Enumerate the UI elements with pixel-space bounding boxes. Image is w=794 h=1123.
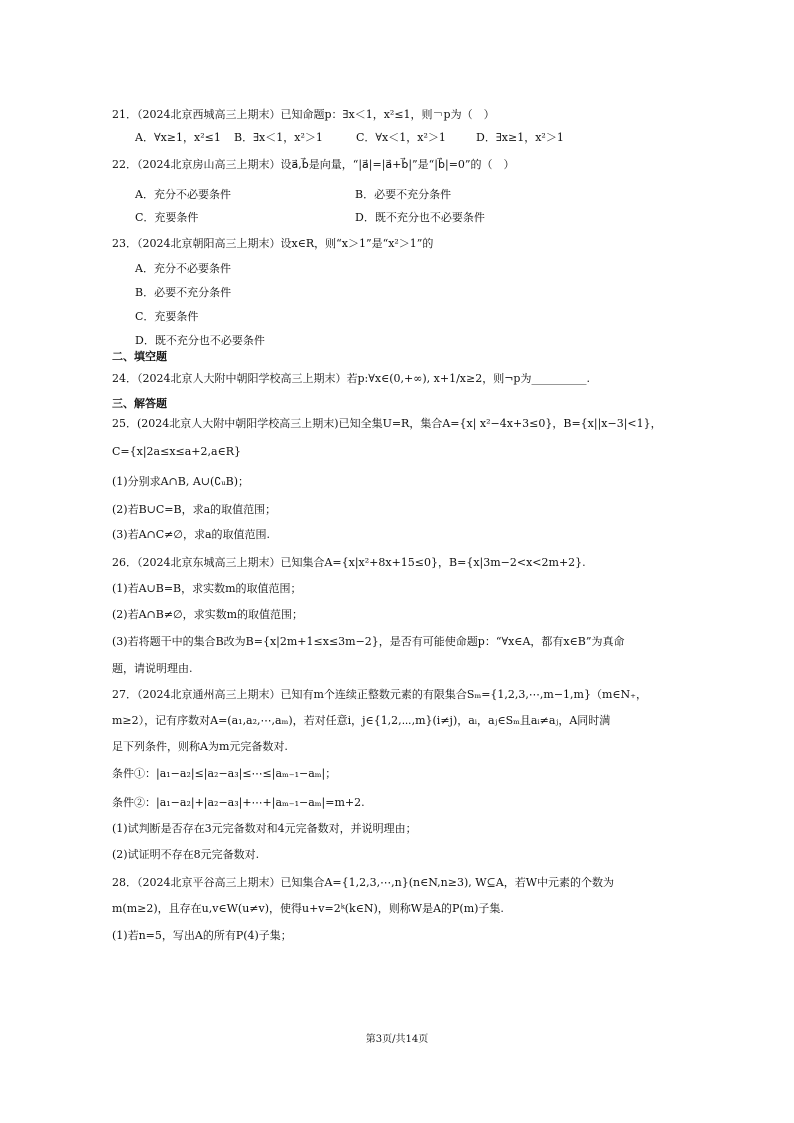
- q26-part3: (3)若将题干中的集合B改为B={x|2m+1≤x≤3m−2}，是否有可能使命题p：“∀x∈A，都有x∈B”为真命: [112, 635, 625, 648]
- q23-stem: 23．（2024北京朝阳高三上期末）设x∈R，则“x＞1”是“x²＞1”的: [112, 237, 434, 250]
- q21-option-c: C．∀x＜1，x²＞1: [356, 131, 446, 144]
- page-footer: 第3页/共14页: [365, 1034, 429, 1045]
- q25-part1: (1)分别求A∩B, A∪(∁ᵤB)；: [112, 475, 250, 488]
- q27-part2: (2)试证明不存在8元完备数对.: [112, 848, 260, 861]
- q26-part3-cont: 题，请说明理由.: [112, 662, 193, 675]
- q26-part2: (2)若A∩B≠∅，求实数m的取值范围；: [112, 608, 304, 621]
- q25-part3: (3)若A∩C≠∅，求a的取值范围.: [112, 528, 271, 541]
- q26-stem: 26．（2024北京东城高三上期末）已知集合A={x|x²+8x+15≤0}，B={x|3m−2<x<2m+2}.: [112, 556, 586, 569]
- q26-part1: (1)若A∪B=B，求实数m的取值范围；: [112, 582, 302, 595]
- q23-option-b: B．必要不充分条件: [135, 286, 232, 299]
- q23-option-c: C．充要条件: [135, 310, 199, 323]
- q23-option-d: D．既不充分也不必要条件: [135, 334, 265, 347]
- q27-condition1: 条件①：|a₁−a₂|≤|a₂−a₃|≤⋯≤|aₘ₋₁−aₘ|；: [112, 767, 337, 780]
- q21-option-a: A．∀x≥1，x²≤1: [135, 131, 221, 144]
- q25-stem-line2: C={x|2a≤x≤a+2,a∈R}: [112, 445, 241, 458]
- q22-option-c: C．充要条件: [135, 211, 199, 224]
- q22-stem: 22．（2024北京房山高三上期末）设a⃗,b⃗是向量，“|a⃗|=|a⃗+b⃗|”是“|b⃗|=0”的（ ）: [112, 158, 515, 171]
- q27-stem-line3: 足下列条件，则称A为m元完备数对.: [112, 740, 288, 753]
- q25-part2: (2)若B∪C=B，求a的取值范围；: [112, 503, 277, 516]
- section-answer-heading: 三、解答题: [112, 397, 167, 410]
- q23-option-a: A．充分不必要条件: [135, 262, 231, 275]
- q21-stem: 21．（2024北京西城高三上期末）已知命题p：∃x＜1，x²≤1，则￢p为（ ）: [112, 108, 495, 121]
- q22-option-d: D．既不充分也不必要条件: [355, 211, 485, 224]
- q27-part1: (1)试判断是否存在3元完备数对和4元完备数对，并说明理由；: [112, 822, 417, 835]
- q27-stem-line2: m≥2），记有序数对A=(a₁,a₂,⋯,aₘ)，若对任意i，j∈{1,2,⋯,m}(i≠j)，aᵢ，aⱼ∈Sₘ且aᵢ≠aⱼ，A同时满: [112, 714, 611, 727]
- q24-stem: 24．（2024北京人大附中朝阳学校高三上期末）若p:∀x∈(0,+∞), x+1/x≥2，则¬p为__________.: [112, 372, 590, 385]
- q28-stem-line2: m(m≥2)，且存在u,v∈W(u≠v)，使得u+v=2ᵏ(k∈N)，则称W是A的P(m)子集.: [112, 902, 504, 915]
- q21-option-d: D．∃x≥1，x²＞1: [476, 131, 564, 144]
- q28-stem-line1: 28．（2024北京平谷高三上期末）已知集合A={1,2,3,⋯,n}(n∈N,n≥3), W⊆A，若W中元素的个数为: [112, 876, 615, 889]
- q22-option-a: A．充分不必要条件: [135, 188, 231, 201]
- q22-option-b: B．必要不充分条件: [355, 188, 452, 201]
- q25-stem-line1: 25．(2024北京人大附中朝阳学校高三上期末)已知全集U=R，集合A={x| x²−4x+3≤0}，B={x||x−3|<1}，: [112, 417, 662, 430]
- q27-condition2: 条件②：|a₁−a₂|+|a₂−a₃|+⋯+|aₘ₋₁−aₘ|=m+2.: [112, 796, 365, 809]
- q27-stem-line1: 27．（2024北京通州高三上期末）已知有m个连续正整数元素的有限集合Sₘ={1,2,3,⋯,m−1,m}（m∈N₊，: [112, 688, 647, 701]
- q21-option-b: B．∃x＜1，x²＞1: [234, 131, 323, 144]
- section-fill-in-heading: 二、填空题: [112, 350, 167, 363]
- q28-part1: (1)若n=5，写出A的所有P(4)子集；: [112, 929, 292, 942]
